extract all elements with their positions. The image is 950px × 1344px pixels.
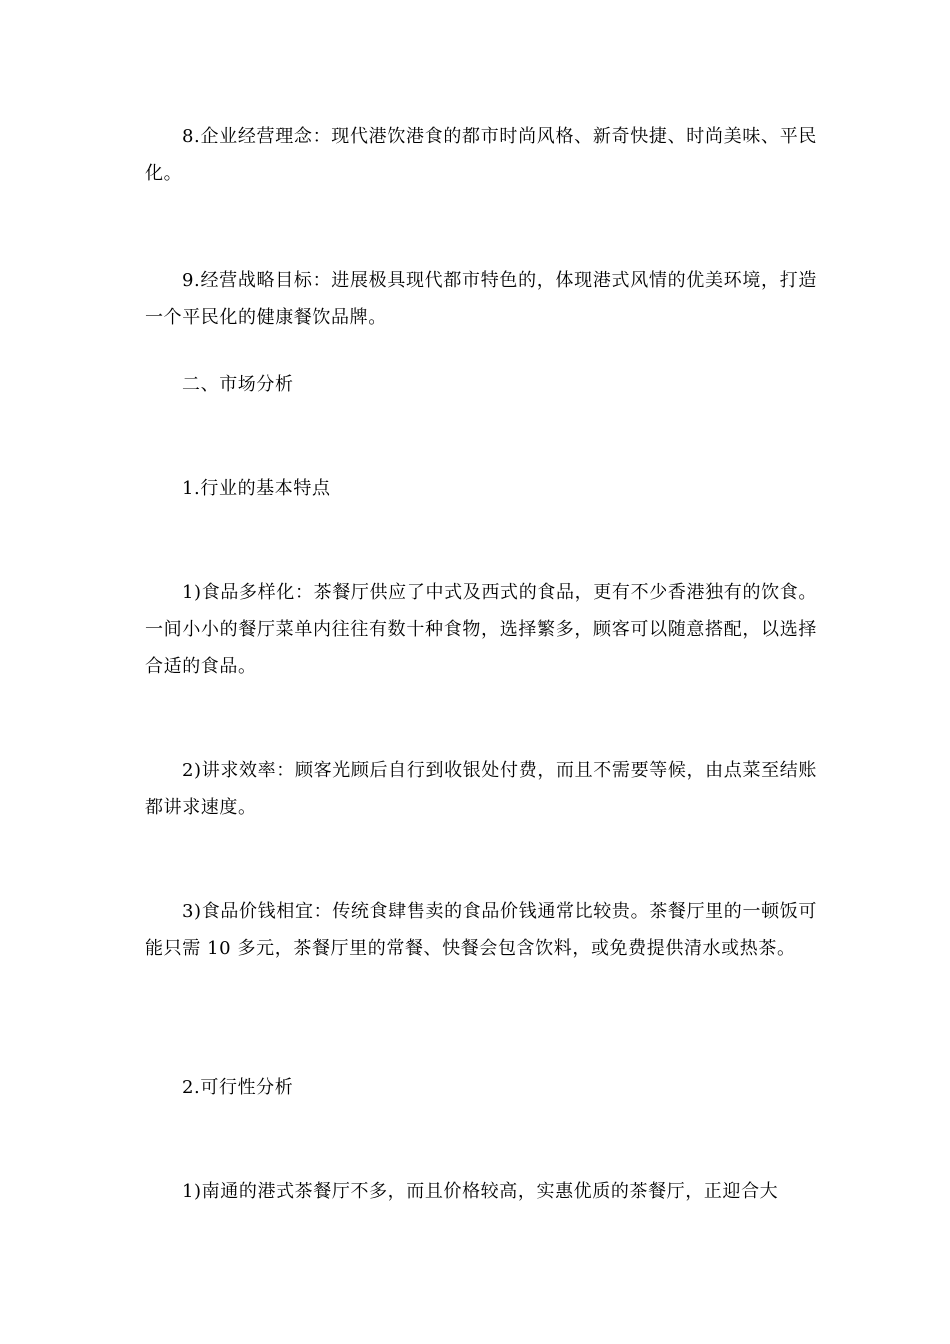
paragraph-reasonable-price: 3)食品价钱相宜：传统食肆售卖的食品价钱通常比较贵。茶餐厅里的一顿饭可能只需 10 多元，茶餐厅里的常餐、快餐会包含饮料，或免费提供清水或热茶。 — [145, 901, 817, 959]
paragraph-strategic-goal: 9.经营战略目标：进展极具现代都市特色的，体现港式风情的优美环境，打造一个平民化的健康餐饮品牌。 — [145, 270, 817, 328]
subheading-feasibility-analysis: 2.可行性分析 — [182, 1077, 294, 1098]
paragraph-business-philosophy: 8.企业经营理念：现代港饮港食的都市时尚风格、新奇快捷、时尚美味、平民化。 — [145, 126, 817, 184]
section-heading-market-analysis: 二、市场分析 — [182, 374, 294, 395]
subheading-industry-features: 1.行业的基本特点 — [182, 478, 331, 499]
paragraph-nantong-market: 1)南通的港式茶餐厅不多，而且价格较高，实惠优质的茶餐厅，正迎合大 — [182, 1181, 779, 1202]
paragraph-efficiency: 2)讲求效率：顾客光顾后自行到收银处付费，而且不需要等候，由点菜至结账都讲求速度。 — [145, 760, 817, 818]
paragraph-food-diversity: 1)食品多样化：茶餐厅供应了中式及西式的食品，更有不少香港独有的饮食。一间小小的餐厅菜单内往往有数十种食物，选择繁多，顾客可以随意搭配，以选择合适的食品。 — [145, 582, 817, 677]
